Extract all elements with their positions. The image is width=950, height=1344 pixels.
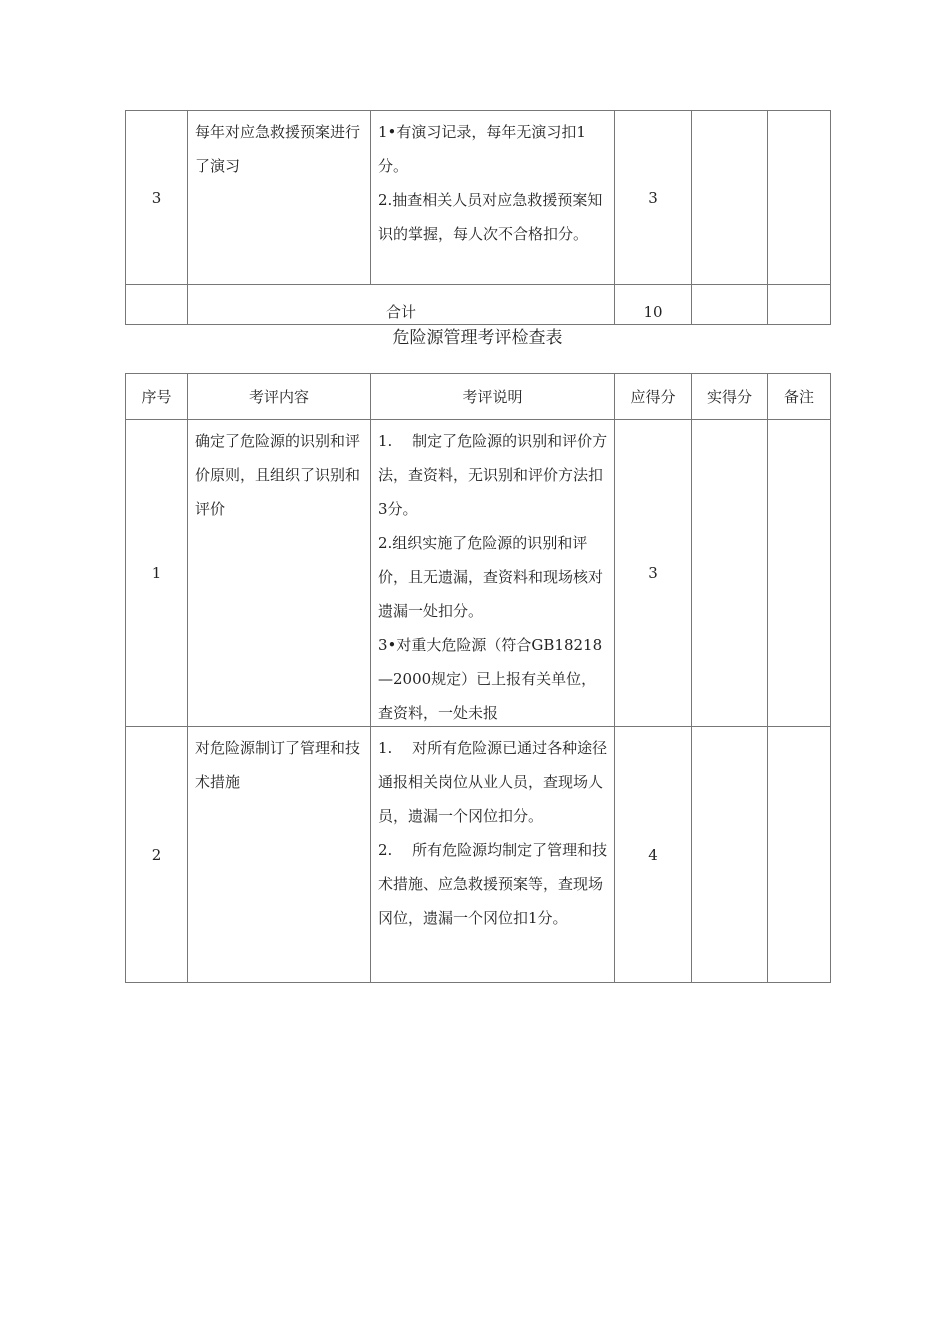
header-row xyxy=(126,374,831,420)
row-number: 3 xyxy=(126,111,188,285)
hazard-management-checklist-table xyxy=(125,373,831,983)
total-value-cell xyxy=(615,285,692,325)
due-score: 4 xyxy=(615,727,692,983)
evaluation-content: 每年对应急救援预案进行了演习 xyxy=(188,111,371,285)
total-label-cell xyxy=(188,285,615,325)
table-row xyxy=(126,727,831,983)
actual-score-cell xyxy=(692,111,768,285)
header-actual-score: 实得分 xyxy=(692,374,768,420)
due-score: 3 xyxy=(615,111,692,285)
evaluation-content: 对危险源制订了管理和技术措施 xyxy=(188,727,371,983)
previous-table-continued xyxy=(125,110,831,325)
total-row xyxy=(126,285,831,325)
row-number: 1 xyxy=(126,420,188,727)
note-cell xyxy=(768,727,831,983)
note-cell xyxy=(768,420,831,727)
row-number: 2 xyxy=(126,727,188,983)
header-content: 考评内容 xyxy=(188,374,371,420)
evaluation-description: 1•有演习记录，每年无演习扣1分。 2.抽查相关人员对应急救援预案知识的掌握，每人次不合格扣分。 xyxy=(371,111,615,285)
header-no: 序号 xyxy=(126,374,188,420)
evaluation-content: 确定了危险源的识别和评价原则，且组织了识别和评价 xyxy=(188,420,371,727)
table-title: 危险源管理考评检查表 xyxy=(392,328,563,348)
header-due-score: 应得分 xyxy=(615,374,692,420)
actual-score-cell xyxy=(692,727,768,983)
table-row xyxy=(126,420,831,727)
header-note: 备注 xyxy=(768,374,831,420)
evaluation-description: 1. 制定了危险源的识别和评价方法，查资料，无识别和评价方法扣3分。 2.组织实施了危险源的识别和评价，且无遗漏，查资料和现场核对遗漏一处扣分。 3•对重大危险源（符合GB18218—2000规定）已上报有关单位，查资料，一处未报 xyxy=(371,420,615,727)
due-score: 3 xyxy=(615,420,692,727)
total-label: 合计 xyxy=(385,303,416,321)
evaluation-description: 1. 对所有危险源已通过各种途径通报相关岗位从业人员，查现场人员，遗漏一个冈位扣分。 2. 所有危险源均制定了管理和技术措施、应急救援预案等，查现场冈位，遗漏一个冈位扣1分。 xyxy=(371,727,615,983)
note-cell xyxy=(768,111,831,285)
header-description: 考评说明 xyxy=(371,374,615,420)
actual-score-cell xyxy=(692,420,768,727)
table-row xyxy=(126,111,831,285)
total-value: 10 xyxy=(643,303,663,321)
